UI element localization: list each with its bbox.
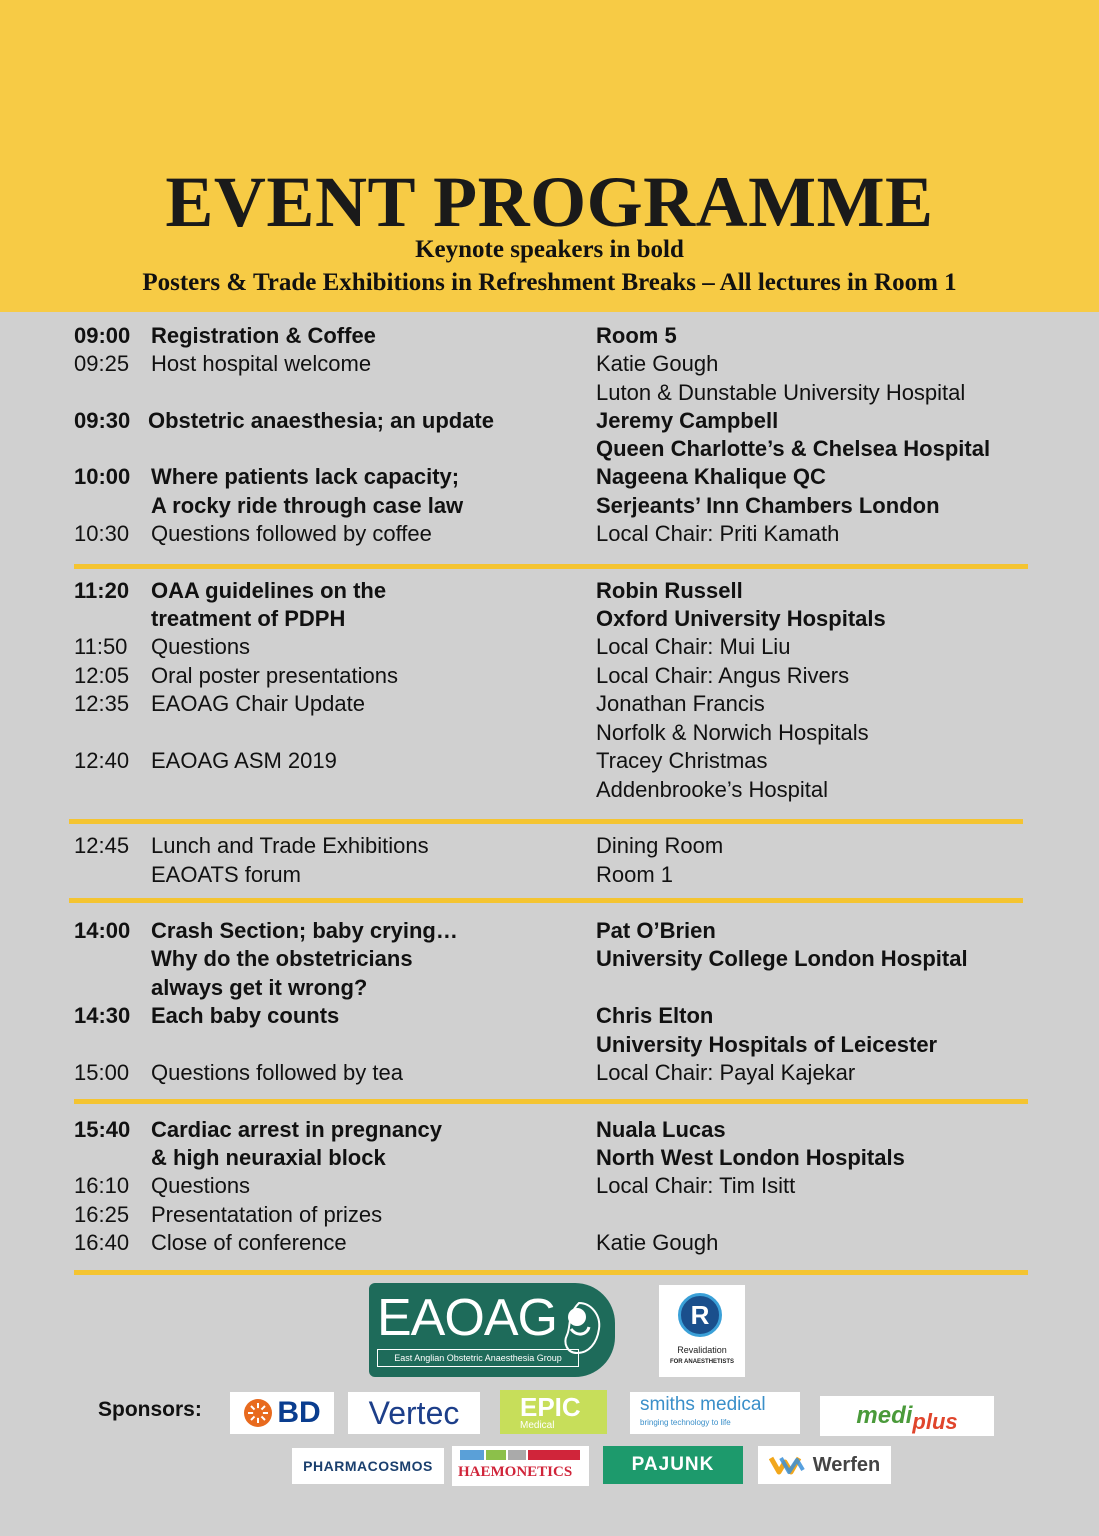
smiths-medical-logo: smiths medical bringing technology to life — [630, 1392, 800, 1434]
programme-note: Posters & Trade Exhibitions in Refreshment Breaks – All lectures in Room 1 — [142, 269, 957, 296]
section-divider — [69, 898, 1023, 903]
epic-medical-logo: EPIC Medical — [500, 1390, 607, 1434]
mediplus-logo: medi plus — [820, 1396, 994, 1436]
section-divider — [74, 564, 1028, 569]
pharmacosmos-logo: PHARMACOSMOS — [292, 1448, 444, 1484]
eaoag-logo: EAOAG East Anglian Obstetric Anaesthesia Group — [369, 1283, 615, 1377]
pajunk-logo: PAJUNK — [603, 1446, 743, 1484]
baby-icon — [557, 1297, 607, 1359]
sponsors-label: Sponsors: — [98, 1398, 202, 1421]
vertec-logo: Vertec — [348, 1392, 480, 1434]
section-divider — [74, 1270, 1028, 1275]
section-divider — [74, 1099, 1028, 1104]
section-divider — [69, 819, 1023, 824]
header-banner — [0, 0, 1099, 312]
werfen-logo: Werfen — [758, 1446, 891, 1484]
page-subtitle: Keynote speakers in bold — [415, 236, 684, 263]
bd-logo: BD — [230, 1392, 334, 1434]
page-title: EVENT PROGRAMME — [165, 162, 934, 242]
bd-starburst-icon — [243, 1398, 273, 1428]
werfen-mark-icon — [769, 1454, 809, 1476]
haemonetics-logo: HAEMONETICS — [452, 1446, 589, 1486]
revalidation-logo: R Revalidation FOR ANAESTHETISTS — [659, 1285, 745, 1377]
